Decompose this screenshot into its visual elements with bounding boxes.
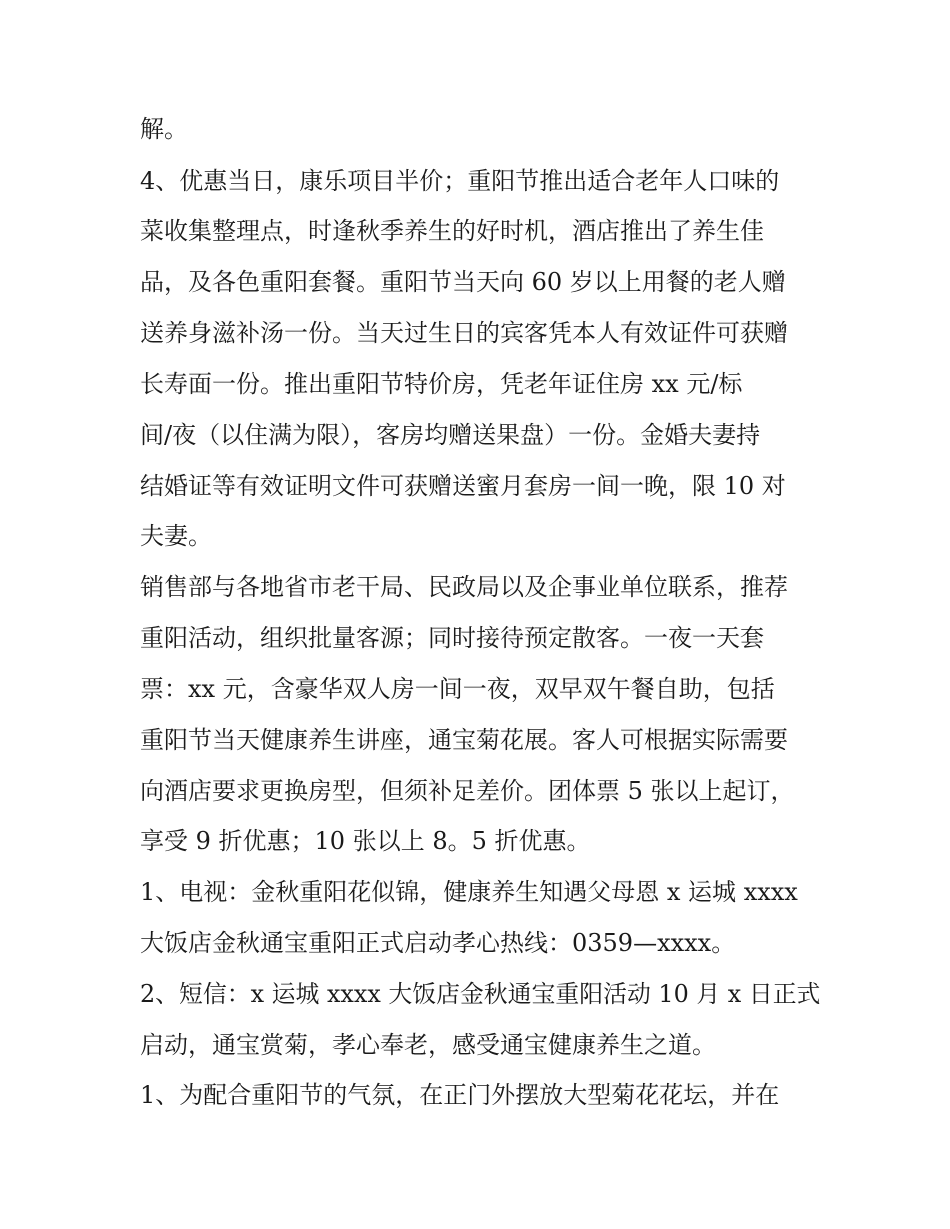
- text-line: 大饭店金秋通宝重阳正式启动孝心热线：0359—xxxx。: [140, 929, 736, 957]
- text-line: 夫妻。: [140, 522, 212, 550]
- text-line: 享受 9 折优惠；10 张以上 8。5 折优惠。: [140, 827, 591, 855]
- text-line: 结婚证等有效证明文件可获赠送蜜月套房一间一晚，限 10 对: [140, 472, 786, 500]
- text-line: 销售部与各地省市老干局、民政局以及企事业单位联系，推荐: [140, 573, 788, 601]
- text-line: 菜收集整理点，时逢秋季养生的好时机，酒店推出了养生佳: [140, 217, 764, 245]
- text-line: 2、短信：x 运城 xxxx 大饭店金秋通宝重阳活动 10 月 x 日正式: [140, 980, 821, 1008]
- text-line: 1、电视：金秋重阳花似锦，健康养生知遇父母恩 x 运城 xxxx: [140, 878, 798, 906]
- text-line: 1、为配合重阳节的气氛，在正门外摆放大型菊花花坛，并在: [140, 1081, 780, 1109]
- text-line: 长寿面一份。推出重阳节特价房，凭老年证住房 xx 元/标: [140, 370, 743, 398]
- text-line: 重阳节当天健康养生讲座，通宝菊花展。客人可根据实际需要: [140, 726, 788, 754]
- text-line: 向酒店要求更换房型，但须补足差价。团体票 5 张以上起订，: [140, 777, 795, 805]
- text-line: 解。: [140, 115, 188, 143]
- text-line: 送养身滋补汤一份。当天过生日的宾客凭本人有效证件可获赠: [140, 319, 788, 347]
- text-line: 间/夜（以住满为限），客房均赠送果盘）一份。金婚夫妻持: [140, 421, 761, 449]
- text-line: 4、优惠当日，康乐项目半价；重阳节推出适合老年人口味的: [140, 167, 780, 195]
- text-line: 品，及各色重阳套餐。重阳节当天向 60 岁以上用餐的老人赠: [140, 268, 786, 296]
- text-line: 重阳活动，组织批量客源；同时接待预定散客。一夜一天套: [140, 624, 764, 652]
- text-line: 启动，通宝赏菊，孝心奉老，感受通宝健康养生之道。: [140, 1031, 716, 1059]
- text-line: 票：xx 元，含豪华双人房一间一夜，双早双午餐自助，包括: [140, 675, 775, 703]
